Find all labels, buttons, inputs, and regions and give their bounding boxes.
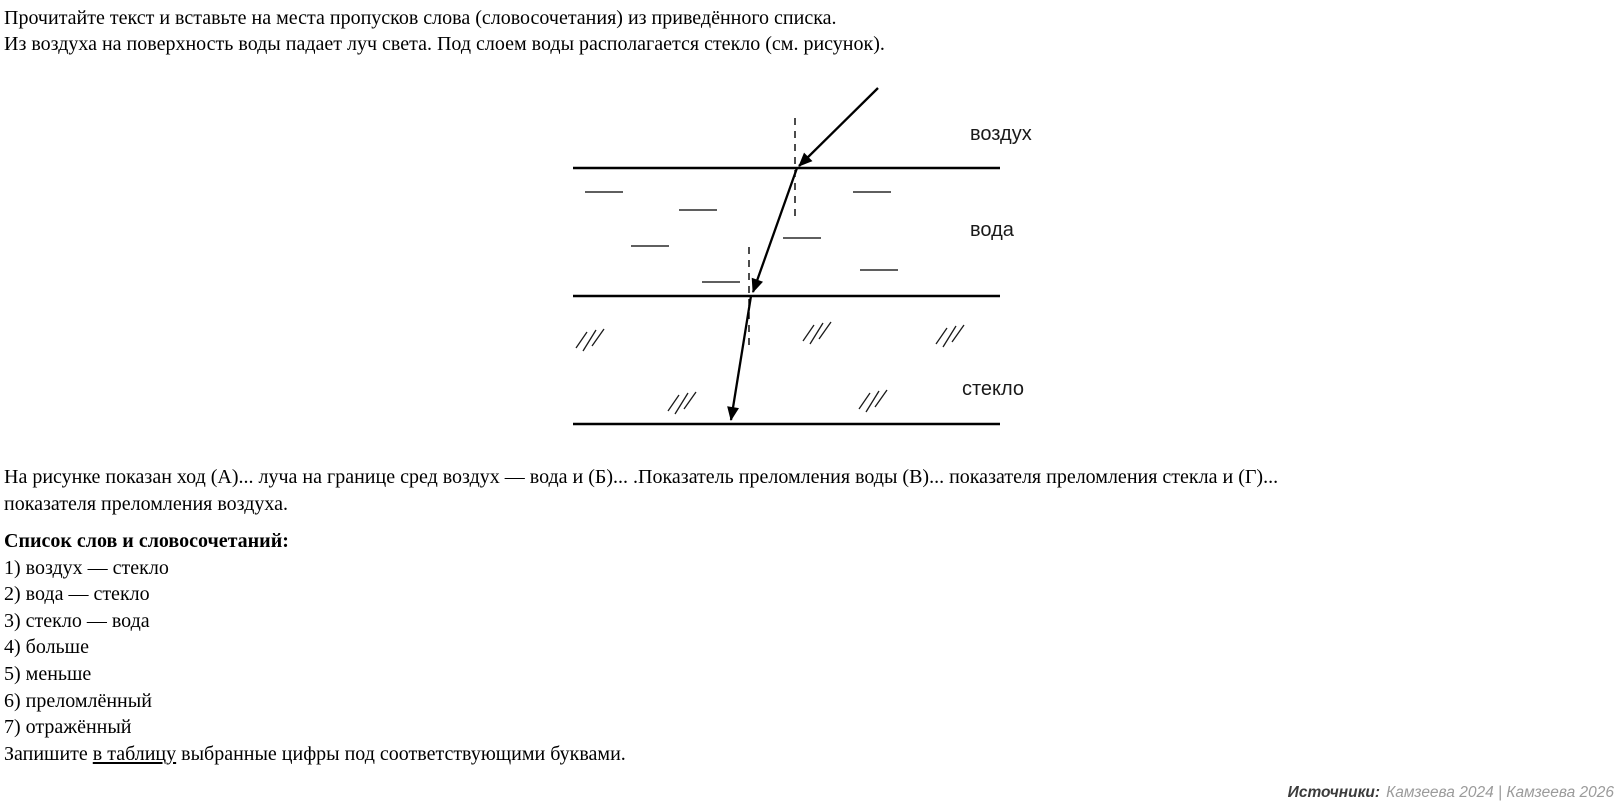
task-paragraph-line-1: На рисунке показан ход (А)... луча на границе сред воздух — вода и (Б)... .Показатель преломления воды (В)... показателя преломления стекла и (Г)... bbox=[4, 466, 1279, 488]
word-list-item: 1) воздух — стекло bbox=[4, 556, 169, 579]
word-list-item: 7) отражённый bbox=[4, 716, 132, 739]
intro-line-1: Прочитайте текст и вставьте на места пропусков слова (словосочетания) из приведённого списка. bbox=[4, 7, 837, 29]
sources-value: Камзеева 2024 | Камзеева 2026 bbox=[1386, 784, 1614, 801]
word-list-block bbox=[4, 528, 626, 767]
final-instruction-underlined: в таблицу bbox=[92, 742, 177, 765]
sources-footer bbox=[1288, 784, 1614, 802]
glass-hatch bbox=[576, 329, 604, 351]
word-list-item: 6) преломлённый bbox=[4, 689, 152, 712]
task-paragraph-line-2: показателя преломления воздуха. bbox=[4, 492, 288, 515]
refracted-ray-glass bbox=[731, 296, 751, 420]
glass-hatch bbox=[936, 325, 964, 347]
glass-hatch bbox=[803, 322, 831, 344]
word-list-item: 3) стекло — вода bbox=[4, 609, 150, 632]
final-instruction bbox=[4, 741, 626, 768]
refracted-ray-water bbox=[753, 168, 797, 292]
water-label: вода bbox=[970, 219, 1014, 241]
word-list-item: 5) меньше bbox=[4, 662, 92, 685]
incident-ray bbox=[799, 88, 878, 166]
glass-label: стекло bbox=[962, 378, 1025, 400]
final-instruction-prefix: Запишите bbox=[4, 742, 93, 765]
water-marks bbox=[585, 192, 898, 282]
glass-hatch-marks bbox=[576, 322, 964, 414]
glass-hatch bbox=[859, 390, 887, 412]
task-paragraph bbox=[4, 464, 1278, 517]
sources-label: Источники: bbox=[1287, 784, 1381, 801]
intro-line-2: Из воздуха на поверхность воды падает луч света. Под слоем воды располагается стекло (см. рисунок). bbox=[4, 33, 885, 55]
word-list-item: 4) больше bbox=[4, 636, 89, 659]
intro-text bbox=[4, 5, 885, 57]
word-list-item: 2) вода — стекло bbox=[4, 583, 150, 606]
word-list-header: Список слов и словосочетаний: bbox=[4, 530, 289, 552]
glass-hatch bbox=[668, 392, 696, 414]
air-label: воздух bbox=[970, 123, 1032, 145]
final-instruction-suffix: выбранные цифры под соответствующими буквами. bbox=[176, 742, 626, 765]
